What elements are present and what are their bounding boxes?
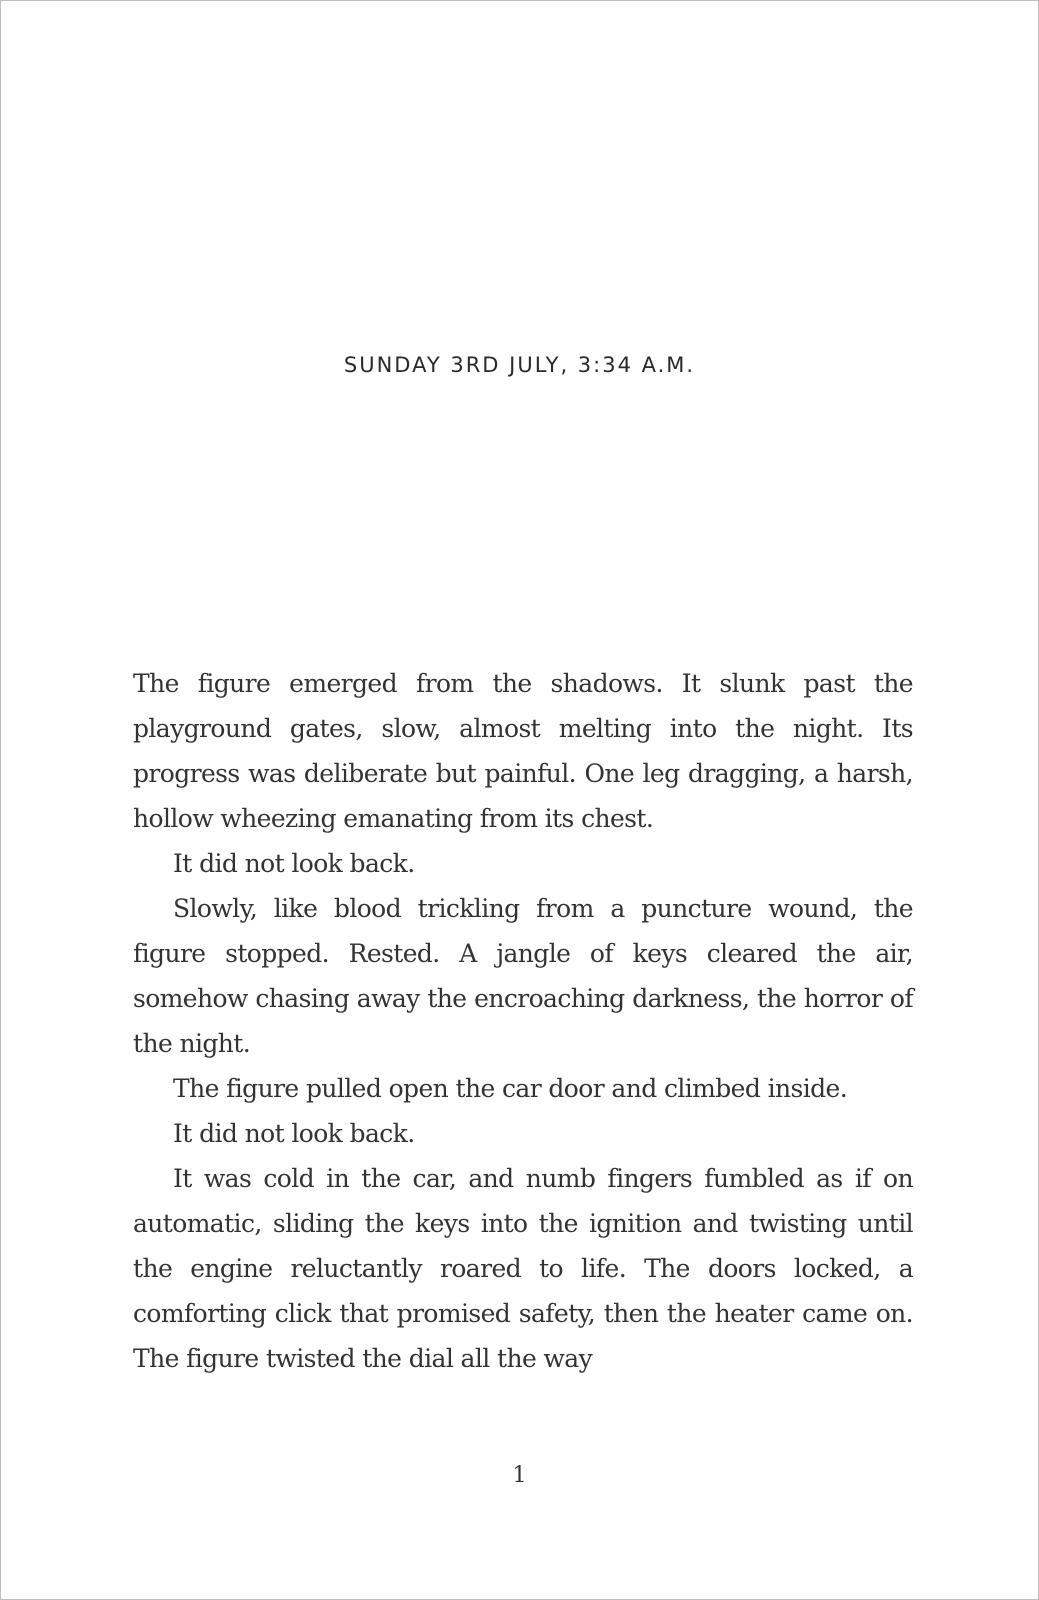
paragraph: The figure pulled open the car door and climbed inside.	[173, 1074, 848, 1103]
paragraph: It did not look back.	[173, 849, 415, 878]
page-number: 1	[512, 1463, 527, 1488]
chapter-heading: SUNDAY 3RD JULY, 3:34 A.M.	[343, 353, 696, 377]
paragraph: It was cold in the car, and numb fingers fumbled as if on automatic, sliding the keys into the ignition and twisting until the engine reluctantly roared to life. The doors locked, a comforting click that promised safety, then the heater came on. The figure twisted the dial all the way	[133, 1164, 913, 1373]
paragraph: The figure emerged from the shadows. It slunk past the playground gates, slow, almost melting into the night. Its progress was deliberate but painful. One leg dragging, a harsh, hollow wheezing emanating from its chest.	[133, 669, 913, 833]
paragraph: It did not look back.	[173, 1119, 415, 1148]
body-text	[133, 661, 913, 1381]
paragraph: Slowly, like blood trickling from a puncture wound, the figure stopped. Rested. A jangle of keys cleared the air, somehow chasing away the encroaching darkness, the horror of the night.	[133, 894, 913, 1058]
